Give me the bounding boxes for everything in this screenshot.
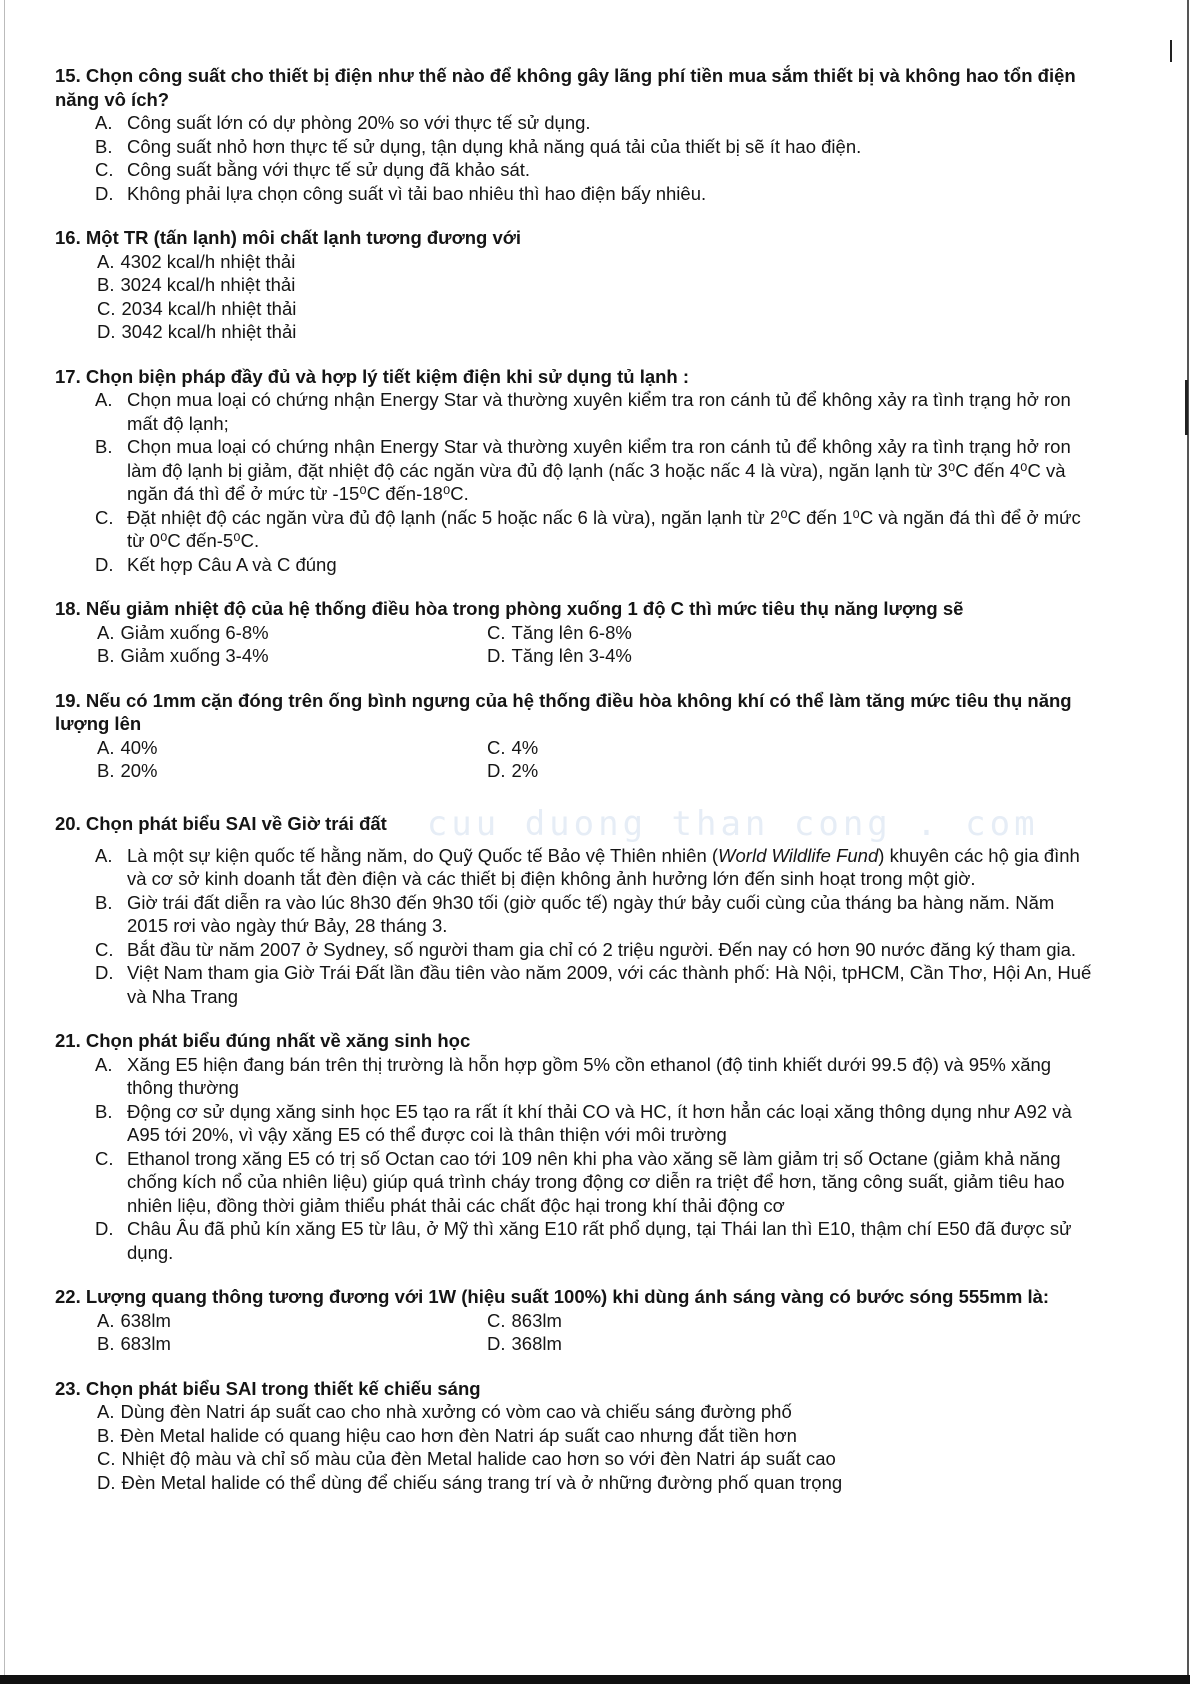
option-label: D. — [95, 182, 114, 204]
option-text — [127, 1147, 1100, 1218]
option-text-part: Chọn mua loại có chứng nhận Energy Star và thường xuyên kiểm tra ron cánh tủ để không xảy ra tình trạng hở ron làm độ lạnh bị giảm, đặt nhiệt độ các ngăn vừa đủ độ lạnh (nấc 3 hoặc nấc 4 là vừa), ngăn lạnh từ 3⁰C đến 4⁰C và ngăn đá thì để ở mức từ -15⁰C đến-18⁰C. — [127, 436, 1071, 504]
options — [95, 388, 1100, 576]
option-label: A. — [97, 621, 115, 643]
option-text-part: Đèn Metal halide có thể dùng để chiếu sáng trang trí và ở những đường phố quan trọng — [121, 1471, 843, 1493]
option-text-part: 3042 kcal/h nhiệt thải — [121, 321, 297, 342]
option-text-part: 20% — [120, 760, 158, 781]
option-text — [122, 1471, 1101, 1495]
option-label: A. — [97, 250, 115, 272]
question-stem-row — [55, 365, 1100, 389]
option-d — [487, 1332, 887, 1356]
option-text-part: Bắt đầu từ năm 2007 ở Sydney, số người tham gia chỉ có 2 triệu người. Đến nay có hơn 90 nước đăng ký tham gia. — [127, 938, 1077, 960]
question-22 — [55, 1285, 1100, 1356]
option-c — [95, 506, 1100, 553]
option-text-part: Giảm xuống 6-8% — [120, 621, 269, 643]
option-text — [127, 435, 1100, 506]
option-text-part: Châu Âu đã phủ kín xăng E5 từ lâu, ở Mỹ thì xăng E10 rất phổ dụng, tại Thái lan thì E10, thậm chí E50 đã được sử dụng. — [127, 1218, 1072, 1263]
option-text-part: Đèn Metal halide có quang hiệu cao hơn đèn Natri áp suất cao nhưng đắt tiền hơn — [120, 1424, 797, 1446]
question-stem: 16. Một TR (tấn lạnh) môi chất lạnh tương đương với — [55, 227, 522, 248]
option-text-part: 368lm — [511, 1333, 562, 1354]
question-stem-row — [55, 1285, 1100, 1309]
option-text-part: Chọn mua loại có chứng nhận Energy Star và thường xuyên kiểm tra ron cánh tủ để không xảy ra tình trạng hở ron mất độ lạnh; — [127, 389, 1071, 434]
option-text — [127, 961, 1100, 1008]
option-text-part: Tăng lên 3-4% — [511, 645, 632, 666]
option-text — [127, 1217, 1100, 1264]
question-stem-row — [55, 1377, 1100, 1401]
option-label: C. — [97, 1448, 116, 1469]
options — [95, 844, 1100, 1009]
option-a — [97, 250, 1100, 274]
option-text — [127, 506, 1100, 553]
option-label: A. — [95, 844, 113, 866]
question-stem-row — [55, 226, 1100, 250]
scan-mark — [1185, 380, 1188, 435]
option-text — [120, 644, 487, 668]
option-label: C. — [97, 297, 116, 319]
option-text — [120, 1424, 1100, 1448]
option-text — [122, 297, 1101, 321]
option-text — [127, 111, 1100, 135]
option-text — [127, 1100, 1100, 1147]
option-b — [95, 435, 1100, 506]
option-label: A. — [97, 1309, 115, 1331]
option-label: B. — [95, 436, 113, 457]
option-text — [120, 759, 487, 783]
option-label: B. — [97, 274, 115, 295]
option-text-part: Giờ trái đất diễn ra vào lúc 8h30 đến 9h30 tối (giờ quốc tế) ngày thứ bảy cuối cùng của tháng ba hàng năm. Năm 2015 rơi vào ngày thứ Bảy, 28 tháng 3. — [127, 891, 1055, 936]
question-stem: 19. Nếu có 1mm cặn đóng trên ống bình ngưng của hệ thống điều hòa không khí có thể làm tăng mức tiêu thụ năng lượng lên — [55, 689, 1072, 734]
option-text-part: 2% — [511, 760, 539, 781]
option-c — [97, 297, 1100, 321]
question-stem: 15. Chọn công suất cho thiết bị điện như thế nào để không gây lãng phí tiền mua sắm thiết bị và không hao tổn điện năng vô ích? — [55, 65, 1076, 110]
option-text-part: Không phải lựa chọn công suất vì tải bao nhiêu thì hao điện bấy nhiêu. — [127, 182, 707, 204]
option-label: A. — [97, 1401, 115, 1422]
option-label: D. — [95, 553, 114, 575]
option-text — [120, 736, 487, 760]
exam-page — [55, 64, 1100, 1515]
option-text — [127, 135, 1100, 159]
option-b — [95, 891, 1100, 938]
option-text — [120, 1309, 487, 1333]
option-text — [127, 891, 1100, 938]
option-text-part: Công suất bằng với thực tế sử dụng đã khảo sát. — [127, 159, 531, 180]
scan-mark — [1170, 40, 1172, 62]
option-text — [512, 1309, 888, 1333]
options — [95, 1053, 1100, 1265]
option-text-part: ) khuyên các hộ gia đình và cơ sở kinh doanh tắt đèn điện và các thiết bị điện không ảnh hưởng lớn đến sinh hoạt trong một giờ. — [127, 844, 1080, 889]
option-label: B. — [97, 645, 115, 666]
scan-left-edge — [4, 0, 5, 1675]
scan-bottom-edge — [0, 1675, 1190, 1684]
option-c — [487, 621, 887, 645]
option-text — [127, 182, 1100, 206]
option-label: B. — [95, 135, 113, 157]
question-stem-row — [55, 689, 1100, 736]
option-label: B. — [97, 760, 115, 781]
option-label: C. — [487, 621, 506, 643]
option-b — [95, 135, 1100, 159]
option-d — [97, 320, 1100, 344]
option-b — [97, 759, 487, 783]
option-text-part: 2034 kcal/h nhiệt thải — [121, 297, 297, 319]
question-stem: 22. Lượng quang thông tương đương với 1W (hiệu suất 100%) khi dùng ánh sáng vàng có bước sóng 555mm là: — [55, 1286, 1050, 1307]
option-b — [97, 273, 1100, 297]
option-text — [512, 621, 888, 645]
question-stem-row — [55, 64, 1100, 111]
question-19 — [55, 689, 1100, 783]
question-stem: 21. Chọn phát biểu đúng nhất về xăng sinh học — [55, 1030, 471, 1051]
option-a — [95, 1053, 1100, 1100]
question-stem: 18. Nếu giảm nhiệt độ của hệ thống điều hòa trong phòng xuống 1 độ C thì mức tiêu thụ năng lượng sẽ — [55, 598, 964, 619]
option-text — [512, 1332, 888, 1356]
option-text — [512, 644, 888, 668]
option-text — [120, 1400, 1100, 1424]
scan-right-edge — [1187, 0, 1189, 1675]
option-a — [97, 1400, 1100, 1424]
option-text-part: 863lm — [511, 1309, 562, 1331]
option-text-part: 638lm — [120, 1309, 171, 1331]
option-text-part: 3024 kcal/h nhiệt thải — [120, 274, 296, 295]
question-20 — [55, 804, 1100, 1009]
option-label: D. — [487, 645, 506, 666]
option-c — [95, 158, 1100, 182]
option-label: C. — [95, 1147, 114, 1169]
options — [97, 736, 1100, 783]
option-text-part: Ethanol trong xăng E5 có trị số Octan cao tới 109 nên khi pha vào xăng sẽ làm giảm trị số Octane (giảm khả năng chống kích nổ của nhiên liệu) giúp quá trình cháy trong động cơ diễn ra triệt để hơn, tăng công suất, giảm tiêu hao nhiên liệu, đồng thời giảm thiểu phát thải các chất độc hại trong khí thải động cơ — [127, 1147, 1065, 1216]
option-text — [127, 553, 1100, 577]
question-stem: 23. Chọn phát biểu SAI trong thiết kế chiếu sáng — [55, 1377, 481, 1399]
option-d — [95, 553, 1100, 577]
question-23 — [55, 1377, 1100, 1495]
option-text-part: 683lm — [120, 1333, 171, 1354]
option-text — [127, 388, 1100, 435]
option-text — [120, 621, 487, 645]
option-label: C. — [95, 506, 114, 528]
option-label: A. — [95, 112, 113, 133]
question-17 — [55, 365, 1100, 577]
option-text-part: Công suất lớn có dự phòng 20% so với thực tế sử dụng. — [127, 112, 591, 133]
option-label: C. — [487, 1309, 506, 1331]
option-d — [95, 961, 1100, 1008]
option-b — [97, 1424, 1100, 1448]
option-c — [487, 1309, 887, 1333]
option-a — [97, 736, 487, 760]
option-label: B. — [97, 1424, 115, 1446]
option-text-part: 4302 kcal/h nhiệt thải — [120, 250, 296, 272]
option-label: C. — [487, 736, 506, 758]
question-21 — [55, 1029, 1100, 1264]
option-label: A. — [95, 389, 113, 410]
option-a — [95, 111, 1100, 135]
option-c — [487, 736, 887, 760]
question-stem: 17. Chọn biện pháp đầy đủ và hợp lý tiết kiệm điện khi sử dụng tủ lạnh : — [55, 365, 690, 387]
question-18 — [55, 597, 1100, 668]
option-label: C. — [95, 159, 114, 180]
option-text-part: Kết hợp Câu A và C đúng — [127, 553, 337, 575]
option-a — [95, 388, 1100, 435]
option-d — [95, 1217, 1100, 1264]
option-label: D. — [95, 1218, 114, 1239]
option-text — [127, 844, 1100, 891]
option-label: D. — [95, 962, 114, 983]
options — [97, 621, 1100, 668]
option-text — [127, 1053, 1100, 1100]
options — [97, 250, 1100, 344]
option-text-part: 4% — [511, 736, 539, 758]
option-a — [95, 844, 1100, 891]
option-d — [487, 644, 887, 668]
option-text — [127, 938, 1100, 962]
option-b — [95, 1100, 1100, 1147]
option-text-part: Công suất nhỏ hơn thực tế sử dụng, tận dụng khả năng quá tải của thiết bị sẽ ít hao điện. — [127, 135, 862, 157]
option-text-part: Giảm xuống 3-4% — [120, 645, 269, 666]
option-label: C. — [95, 938, 114, 960]
option-d — [95, 182, 1100, 206]
option-text — [127, 158, 1100, 182]
option-c — [95, 1147, 1100, 1218]
option-c — [97, 1447, 1100, 1471]
option-text-part: Tăng lên 6-8% — [511, 621, 632, 643]
option-text-part: Là một sự kiện quốc tế hằng năm, do Quỹ Quốc tế Bảo vệ Thiên nhiên ( — [127, 844, 719, 866]
option-label: D. — [487, 760, 506, 781]
option-text — [122, 1447, 1101, 1471]
question-16 — [55, 226, 1100, 344]
option-d — [97, 1471, 1100, 1495]
option-label: D. — [97, 321, 116, 342]
option-b — [97, 644, 487, 668]
options — [95, 111, 1100, 205]
option-text — [120, 273, 1100, 297]
option-text — [120, 250, 1100, 274]
option-label: A. — [97, 736, 115, 758]
question-stem: 20. Chọn phát biểu SAI về Giờ trái đất — [55, 812, 387, 834]
option-label: B. — [95, 891, 113, 913]
option-text-part: Đặt nhiệt độ các ngăn vừa đủ độ lạnh (nấc 5 hoặc nấc 6 là vừa), ngăn lạnh từ 2⁰C đến 1⁰C và ngăn đá thì để ở mức từ 0⁰C đến-5⁰C. — [127, 506, 1081, 551]
option-text-part: Dùng đèn Natri áp suất cao cho nhà xưởng có vòm cao và chiếu sáng đường phố — [120, 1401, 792, 1422]
option-label: B. — [97, 1333, 115, 1354]
option-text-part: Nhiệt độ màu và chỉ số màu của đèn Metal halide cao hơn so với đèn Natri áp suất cao — [121, 1448, 836, 1469]
option-b — [97, 1332, 487, 1356]
question-stem-row — [55, 804, 1100, 844]
question-stem-row — [55, 1029, 1100, 1053]
option-label: A. — [95, 1053, 113, 1075]
option-label: D. — [487, 1333, 506, 1354]
option-text — [120, 1332, 487, 1356]
option-a — [97, 621, 487, 645]
question-stem-row — [55, 597, 1100, 621]
watermark: cuu duong than cong . com — [426, 803, 1039, 844]
option-text-italic: World Wildlife Fund — [718, 844, 879, 866]
option-text-part: Việt Nam tham gia Giờ Trái Đất lần đầu tiên vào năm 2009, với các thành phố: Hà Nội, tpHCM, Cần Thơ, Hội An, Huế và Nha Trang — [127, 962, 1092, 1007]
option-text — [122, 320, 1101, 344]
option-text-part: 40% — [120, 736, 158, 758]
options — [97, 1400, 1100, 1494]
option-text-part: Xăng E5 hiện đang bán trên thị trường là hỗn hợp gồm 5% cồn ethanol (độ tinh khiết dưới 99.5 độ) và 95% xăng thông thường — [127, 1053, 1052, 1098]
option-c — [95, 938, 1100, 962]
option-text — [512, 736, 888, 760]
option-label: B. — [95, 1100, 113, 1122]
question-15 — [55, 64, 1100, 205]
option-text — [512, 759, 888, 783]
option-d — [487, 759, 887, 783]
options — [97, 1309, 1100, 1356]
option-label: D. — [97, 1471, 116, 1493]
option-text-part: Động cơ sử dụng xăng sinh học E5 tạo ra rất ít khí thải CO và HC, ít hơn hẳn các loại xăng thông dụng như A92 và A95 tới 20%, vì vậy xăng E5 có thể được coi là thân thiện với môi trường — [127, 1100, 1072, 1145]
option-a — [97, 1309, 487, 1333]
